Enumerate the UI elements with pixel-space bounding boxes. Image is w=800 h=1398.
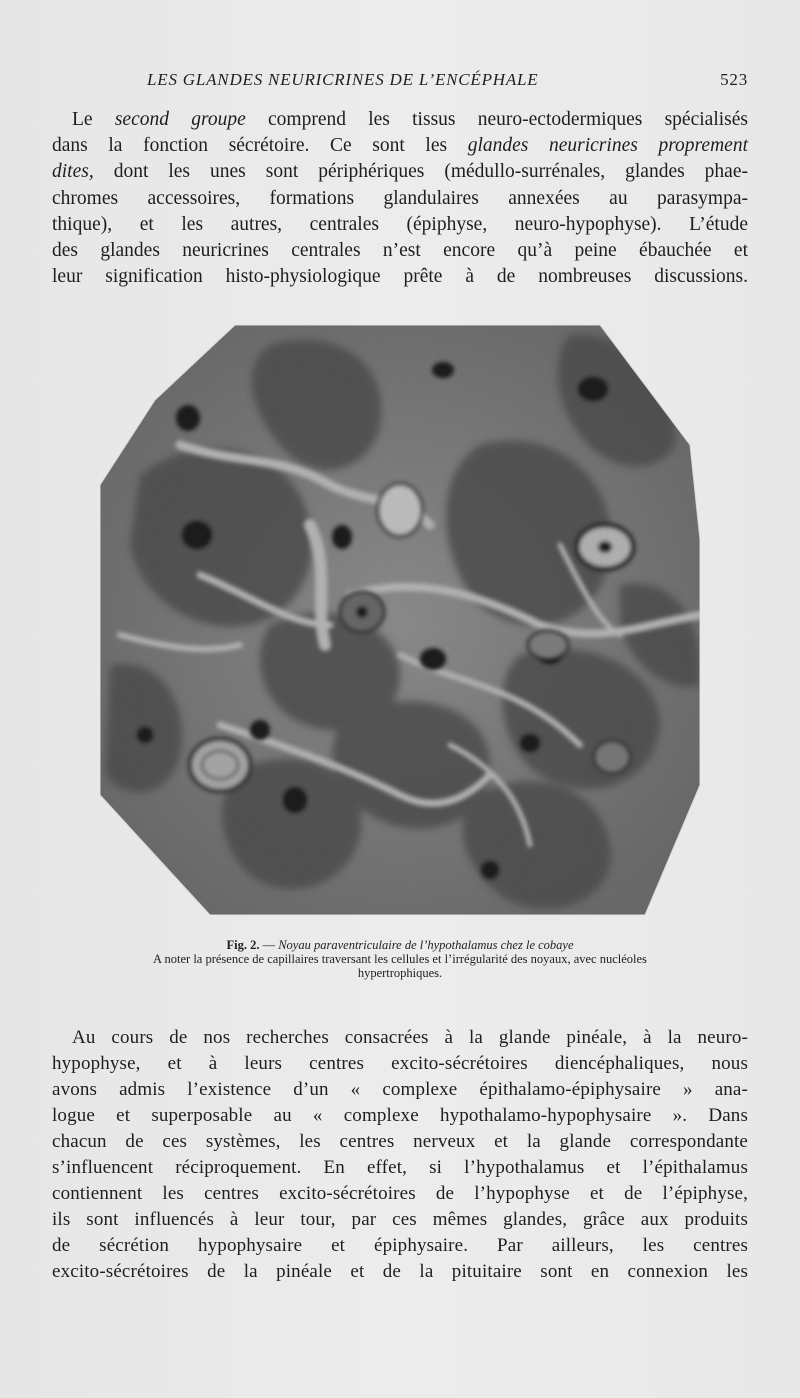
paragraph-2-line: de sécrétion hypophysaire et épiphysaire. Par ailleurs, les centres	[52, 1235, 748, 1256]
caption-line-1: Fig. 2. — Noyau paraventriculaire de l’hypothalamus chez le cobaye	[226, 938, 574, 952]
caption-line-3: hypertrophiques.	[357, 966, 443, 980]
paragraph-2-line: Au cours de nos recherches consacrées à la glande pinéale, à la neuro-	[72, 1027, 748, 1048]
caption-line-2: A noter la présence de capillaires traversant les cellules et l’irrégularité des noyaux, avec nucléoles	[153, 952, 647, 966]
emphasis: second groupe	[114, 109, 246, 130]
paragraph-1-line: dans la fonction sécrétoire. Ce sont les glandes neuricrines proprement	[52, 135, 748, 157]
paragraph-1-line: Le second groupe comprend les tissus neuro-ectodermiques spécialisés	[72, 109, 748, 130]
running-head-title: LES GLANDES NEURICRINES DE L’ENCÉPHALE	[147, 70, 539, 89]
figure-label: Fig. 2.	[226, 938, 260, 952]
paragraph-1-line: thique), et les autres, centrales (épiphyse, neuro-hypophyse). L’étude	[52, 213, 748, 235]
paragraph-2-line: contiennent les centres excito-sécrétoires de l’hypophyse et de l’épiphyse,	[52, 1183, 748, 1204]
micrograph-figure	[100, 325, 700, 915]
paragraph-2-line: ils sont influencés à leur tour, par ces mêmes glandes, grâce aux produits	[52, 1209, 748, 1230]
paragraph-2-line: excito-sécrétoires de la pinéale et de la pituitaire sont en connexion les	[52, 1261, 748, 1282]
paragraph-2	[52, 1025, 748, 1285]
paragraph-1-line: des glandes neuricrines centrales n’est encore qu’à peine ébauchée et	[52, 240, 748, 262]
paragraph-1-line: chromes accessoires, formations glandulaires annexées au parasympa-	[52, 187, 748, 209]
emphasis: glandes neuricrines proprement	[467, 135, 748, 157]
paragraph-2-line: hypophyse, et à leurs centres excito-sécrétoires diencéphaliques, nous	[52, 1053, 748, 1074]
paragraph-2-line: avons admis l’existence d’un « complexe épithalamo-épiphysaire » ana-	[52, 1079, 748, 1100]
figure-caption	[52, 938, 748, 980]
emphasis: dites,	[52, 161, 94, 183]
paragraph-1-line: leur signification histo-physiologique prête à de nombreuses discussions.	[52, 266, 748, 288]
paragraph-1-line: dites, dont les unes sont périphériques (médullo-surrénales, glandes phae-	[52, 161, 748, 183]
page-number: 523	[720, 70, 748, 89]
micrograph-image	[100, 325, 700, 915]
running-head	[52, 70, 748, 94]
paragraph-1	[52, 107, 748, 290]
paragraph-2-line: chacun de ces systèmes, les centres nerveux et la glande correspondante	[52, 1131, 748, 1152]
paragraph-2-line: logue et superposable au « complexe hypothalamo-hypophysaire ». Dans	[52, 1105, 748, 1126]
figure-title: Noyau paraventriculaire de l’hypothalamus chez le cobaye	[278, 938, 574, 952]
paragraph-2-line: s’influencent réciproquement. En effet, si l’hypothalamus et l’épithalamus	[52, 1157, 748, 1178]
